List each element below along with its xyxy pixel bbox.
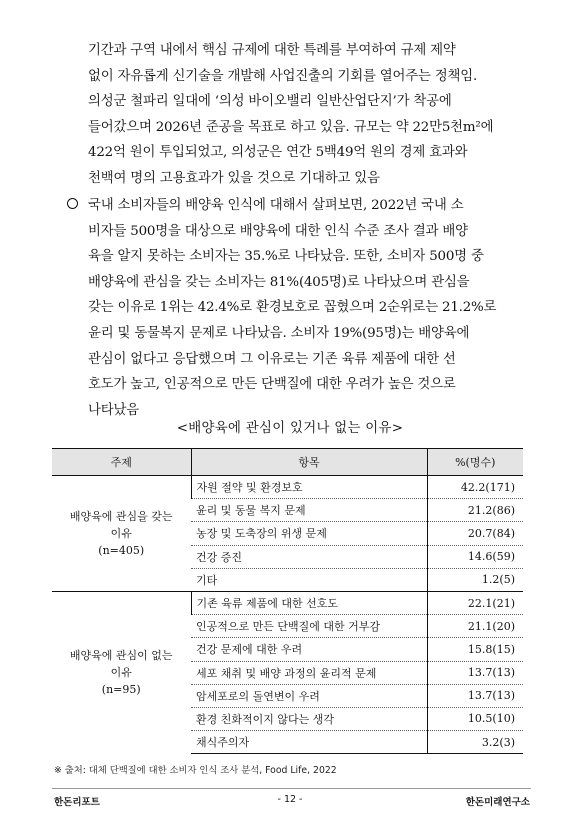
text-line: 422억 원이 투입되었고, 의성군은 연간 5백49억 원의 경제 효과와 xyxy=(88,145,468,161)
header-topic: 주제 xyxy=(52,449,191,476)
table-cell-value: 21.2(86) xyxy=(427,499,523,522)
table-cell-item: 농장 및 도축장의 위생 문제 xyxy=(191,522,427,545)
text-line: 기간과 구역 내에서 핵심 규제에 대한 특례를 부여하여 규제 제약 xyxy=(88,43,456,58)
table-cell-item: 건강 문제에 대한 우려 xyxy=(191,638,427,661)
text-line: 들어갔으며 2026년 준공을 목표로 하고 있음. 규모는 약 22만5천m²에 xyxy=(88,119,494,135)
table-cell-value: 20.7(84) xyxy=(427,522,523,545)
paragraph-consumer-perception xyxy=(88,193,538,423)
table-row xyxy=(52,591,523,614)
table-cell-item: 건강 증진 xyxy=(191,545,427,568)
text-line: 나타났음 xyxy=(88,402,139,418)
table-cell-item: 채식주의자 xyxy=(191,731,427,754)
table-cell-value: 3.2(3) xyxy=(427,731,523,754)
header-percent: %(명수) xyxy=(427,449,523,476)
text-line: 배양육에 관심을 갖는 소비자는 81%(405명)로 나타났으며 관심을 xyxy=(88,274,470,290)
table-cell-item: 세포 채취 및 배양 과정의 윤리적 문제 xyxy=(191,661,427,684)
text-line: 육을 알지 못하는 소비자는 35.%로 나타났음. 또한, 소비자 500명 중 xyxy=(88,249,484,265)
text-line: 천백여 명의 고용효과가 있을 것으로 기대하고 있음 xyxy=(88,170,380,186)
table-cell-value: 13.7(13) xyxy=(427,661,523,684)
text-line: 호도가 높고, 인공적으로 만든 단백질에 대한 우려가 높은 것으로 xyxy=(88,377,456,393)
text-line: 국내 소비자들의 배양육 인식에 대해서 살펴보면, 2022년 국내 소 xyxy=(88,198,464,213)
text-line: 윤리 및 동물복지 문제로 나타났음. 소비자 19%(95명)는 배양육에 xyxy=(88,325,470,341)
header-item: 항목 xyxy=(191,449,427,476)
table-header-row xyxy=(52,449,523,476)
table-cell-item: 인공적으로 만든 단백질에 대한 거부감 xyxy=(191,615,427,638)
page-number: - 12 - xyxy=(277,794,303,805)
table-cell-item: 기존 육류 제품에 대한 선호도 xyxy=(191,591,427,614)
table-cell-item: 환경 친화적이지 않다는 생각 xyxy=(191,707,427,730)
text-line: 없이 자유롭게 신기술을 개발해 사업진출의 기회를 열어주는 정책임. xyxy=(88,68,478,84)
table-cell-value: 21.1(20) xyxy=(427,615,523,638)
table-cell-item: 자원 절약 및 환경보호 xyxy=(191,476,427,499)
table-cell-value: 22.1(21) xyxy=(427,591,523,614)
table-row xyxy=(52,476,523,499)
text-line: 갖는 이유로 1위는 42.4%로 환경보호로 꼽혔으며 2순위로는 21.2%로 xyxy=(88,300,497,316)
reasons-table xyxy=(52,448,523,754)
table-cell-item: 암세포로의 돌연변이 우려 xyxy=(191,684,427,707)
footer-publication: 한돈리포트 xyxy=(54,797,100,808)
text-line: 비자들 500명을 대상으로 배양육에 대한 인식 수준 조사 결과 배양 xyxy=(88,223,468,239)
table-cell-value: 13.7(13) xyxy=(427,684,523,707)
table-cell-value: 10.5(10) xyxy=(427,707,523,730)
footer-institute: 한돈미래연구소 xyxy=(465,797,530,808)
footer-divider xyxy=(52,788,531,789)
table-cell-value: 42.2(171) xyxy=(427,476,523,499)
source-note: ※ 출처: 대체 단백질에 대한 소비자 인식 조사 분석, Food Life, 2022 xyxy=(54,765,337,776)
circle-bullet-icon xyxy=(67,198,78,209)
table-cell-value: 1.2(5) xyxy=(427,568,523,591)
table-cell-value: 15.8(15) xyxy=(427,638,523,661)
table-cell-item: 기타 xyxy=(191,568,427,591)
table-cell-value: 14.6(59) xyxy=(427,545,523,568)
group-interested: 배양육에 관심을 갖는 이유 (n=405) xyxy=(52,476,191,592)
text-line: 의성군 철파리 일대에 ‘의성 바이오밸리 일반산업단지’가 착공에 xyxy=(88,94,452,110)
table-cell-item: 윤리 및 동물 복지 문제 xyxy=(191,499,427,522)
paragraph-regulation xyxy=(88,38,538,192)
text-line: 관심이 없다고 응답했으며 그 이유로는 기존 육류 제품에 대한 선 xyxy=(88,351,456,367)
group-not-interested: 배양육에 관심이 없는 이유 (n=95) xyxy=(52,591,191,753)
table-caption: <배양육에 관심이 있거나 없는 이유> xyxy=(176,421,404,436)
